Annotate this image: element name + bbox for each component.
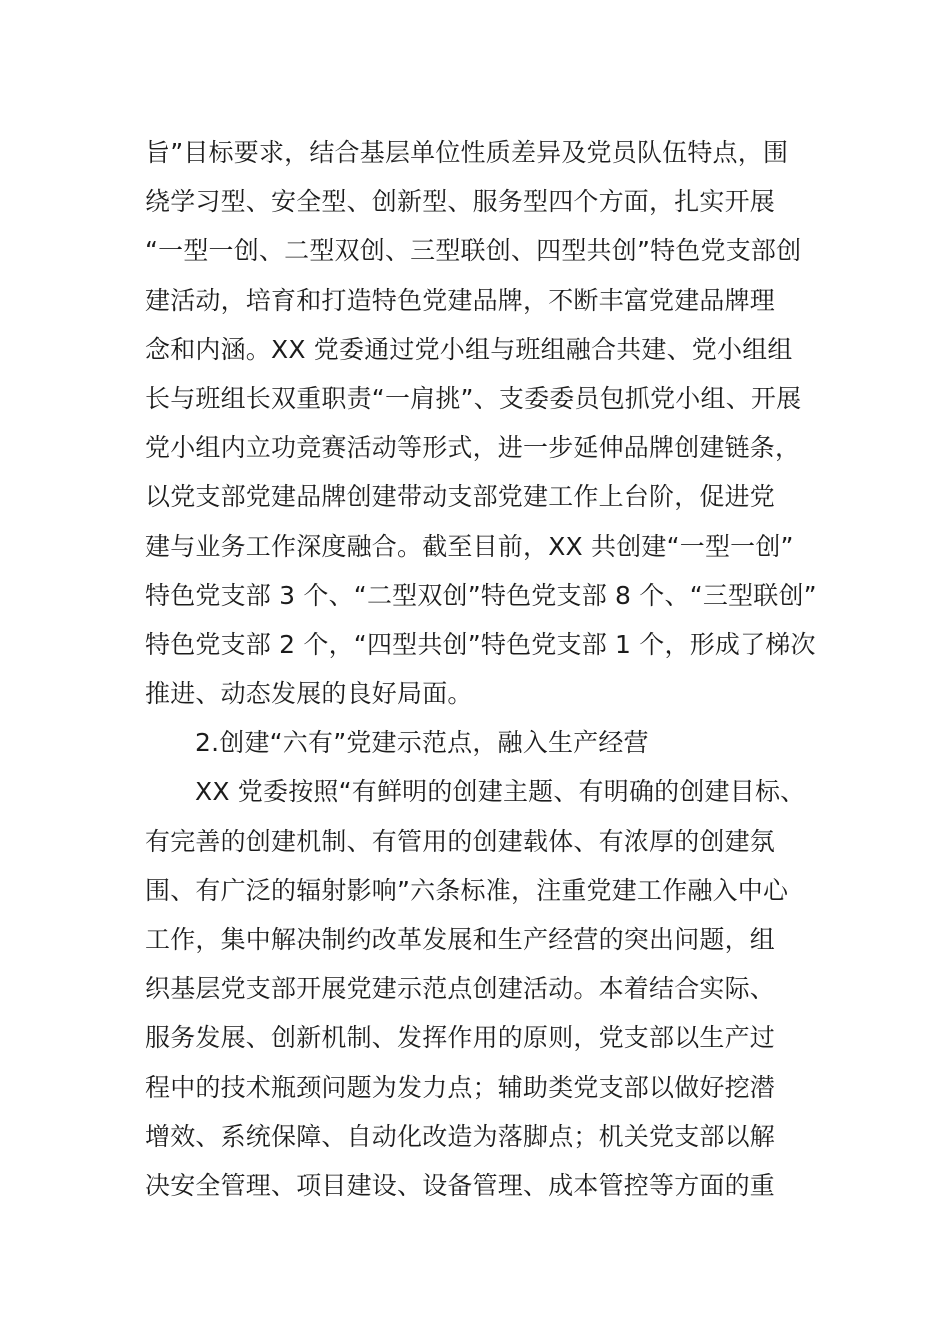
text-line: 长与班组长双重职责“一肩挑”、支委委员包抓党小组、开展	[145, 383, 802, 413]
text-line: 旨”目标要求，结合基层单位性质差异及党员队伍特点，围	[145, 138, 789, 167]
text-line: 决安全管理、项目建设、设备管理、成本管控等方面的重	[145, 1170, 776, 1200]
text-line: 服务发展、创新机制、发挥作用的原则，党支部以生产过	[145, 1023, 776, 1053]
paragraph-brand-building	[145, 128, 817, 718]
section-heading: 2.创建“六有”党建示范点，融入生产经营	[195, 728, 649, 758]
text-line: 建活动，培育和打造特色党建品牌，不断丰富党建品牌理	[145, 285, 776, 315]
text-line: 织基层党支部开展党建示范点创建活动。本着结合实际、	[145, 974, 776, 1004]
document-body	[145, 128, 817, 1210]
text-line: 建与业务工作深度融合。截至目前，XX 共创建“一型一创”	[145, 531, 794, 561]
text-line: 党小组内立功竞赛活动等形式，进一步延伸品牌创建链条，	[145, 433, 801, 463]
text-line: “一型一创、二型双创、三型联创、四型共创”特色党支部创	[145, 236, 802, 266]
text-line: 工作，集中解决制约改革发展和生产经营的突出问题，组	[145, 925, 776, 954]
text-line: 程中的技术瓶颈问题为发力点；辅助类党支部以做好挖潜	[145, 1072, 776, 1102]
paragraph-demonstration-sites	[145, 767, 810, 1210]
text-line: 有完善的创建机制、有管用的创建载体、有浓厚的创建氛	[145, 826, 776, 856]
text-line: 特色党支部 2 个，“四型共创”特色党支部 1 个，形成了梯次	[145, 629, 816, 659]
text-line: 特色党支部 3 个、“二型双创”特色党支部 8 个、“三型联创”	[145, 580, 817, 610]
text-line: 以党支部党建品牌创建带动支部党建工作上台阶，促进党	[145, 482, 776, 512]
text-line: 绕学习型、安全型、创新型、服务型四个方面，扎实开展	[145, 187, 776, 217]
text-line: 增效、系统保障、自动化改造为落脚点；机关党支部以解	[145, 1121, 776, 1151]
text-line: 推进、动态发展的良好局面。	[145, 679, 473, 709]
text-line: XX 党委按照“有鲜明的创建主题、有明确的创建目标、	[195, 777, 806, 807]
text-line: 围、有广泛的辐射影响”六条标准，注重党建工作融入中心	[145, 875, 789, 905]
text-line: 念和内涵。XX 党委通过党小组与班组融合共建、党小组组	[145, 334, 793, 364]
